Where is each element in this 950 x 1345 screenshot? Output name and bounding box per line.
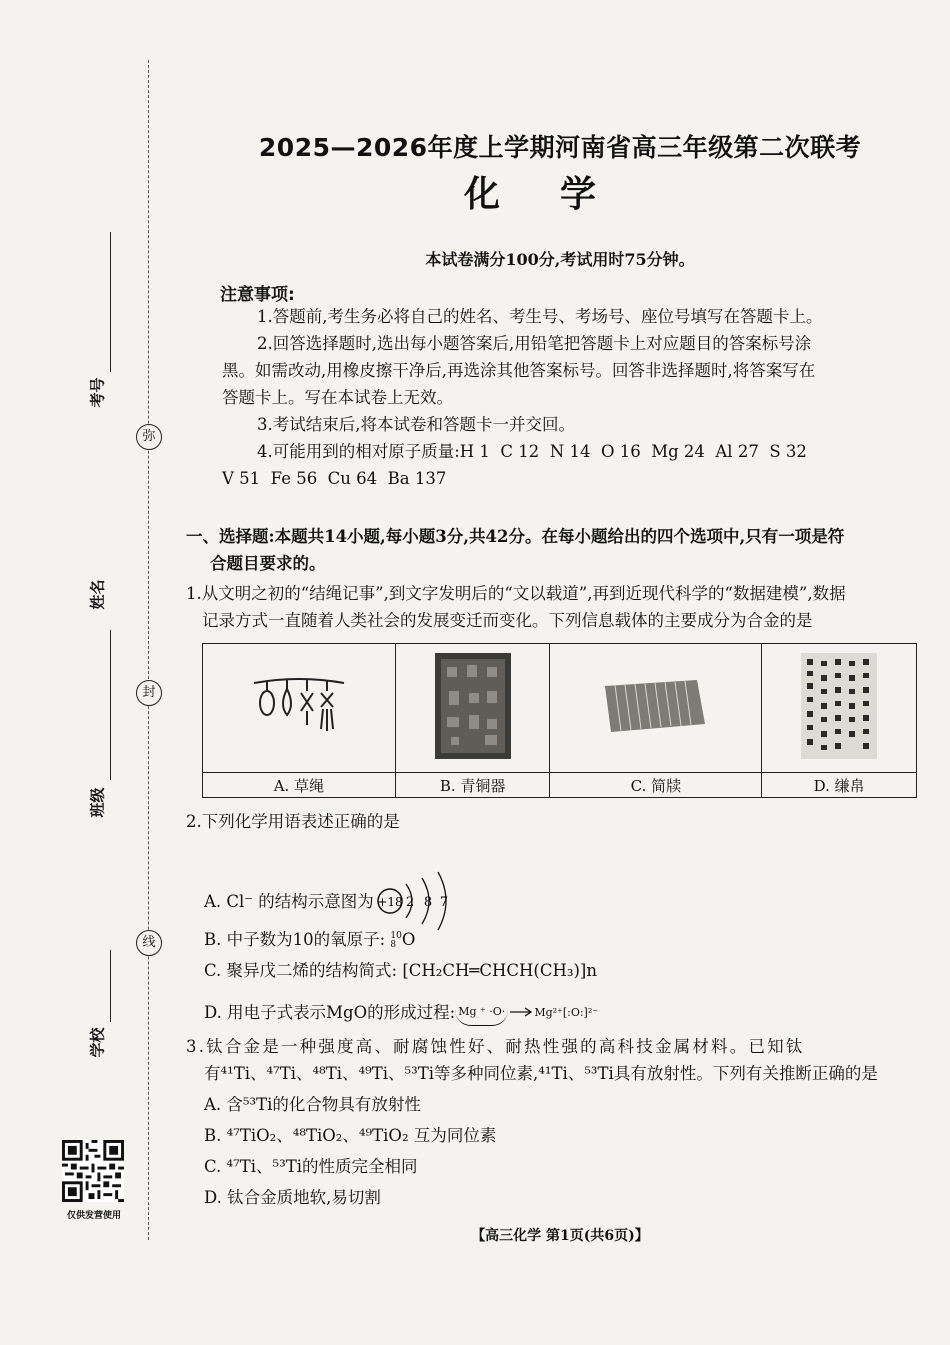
page-footer: 【高三化学 第1页(共6页)】 — [471, 1228, 649, 1244]
nucleus-charge: +18 — [377, 895, 403, 909]
seal-mark-xian: 线 — [136, 930, 162, 956]
q1-stem — [186, 580, 921, 634]
q2-option-d-text: D. 用电子式表示MgO的形成过程: — [204, 1002, 456, 1022]
name-field[interactable] — [82, 470, 122, 660]
school-label: 学校 — [88, 1027, 107, 1058]
oxygen-mass-number: 10 — [390, 930, 402, 941]
section-heading — [186, 523, 921, 577]
subject-title — [200, 166, 920, 217]
seal-mark-feng: 封 — [136, 680, 162, 706]
q1-option-c-image — [550, 644, 762, 773]
q1-option-b-image — [395, 644, 550, 773]
mgo-product: Mg²⁺[:O:]²⁻ — [534, 1005, 599, 1019]
notes-heading: 注意事项: — [220, 285, 295, 305]
knot-rope-image — [249, 671, 349, 741]
q1-option-a-image — [203, 644, 396, 773]
note-item-4-cont: V 51 Fe 56 Cu 64 Ba 137 — [222, 469, 447, 488]
reaction-arrow-icon — [508, 1006, 534, 1018]
q1-option-c: C. 简牍 — [550, 773, 762, 798]
exam-number-label: 考号 — [88, 377, 107, 408]
oxygen-isotope-indices — [390, 932, 401, 950]
oxygen-atomic-number: 8 — [390, 939, 397, 950]
note-item-2-end: 答题卡上。写在本试卷上无效。 — [222, 388, 453, 407]
class-label: 班级 — [88, 787, 107, 818]
q2-option-c — [204, 957, 597, 984]
shell-2-count: 8 — [423, 895, 432, 910]
subject-text: 化学 — [463, 174, 656, 215]
bronze-ware-image — [433, 651, 513, 761]
q3-option-d: D. 钛合金质地软,易切割 — [204, 1188, 381, 1207]
shell-3-count: 7 — [439, 895, 448, 910]
q3-stem — [186, 1033, 921, 1087]
seal-mark-mi: 弥 — [136, 424, 162, 450]
q1-option-a: A. 草绳 — [203, 773, 396, 798]
q2-option-d — [204, 998, 598, 1026]
seal-dashed-line — [148, 60, 149, 1240]
exam-number-line — [110, 232, 111, 372]
q2-option-a-text: A. Cl⁻ 的结构示意图为 — [204, 891, 374, 911]
q1-line-1: 1.从文明之初的“结绳记事”,到文字发明后的“文以载道”,再到近现代科学的“数据建模”,数据 — [186, 584, 846, 603]
section-line-1: 一、选择题:本题共14小题,每小题3分,共42分。在每小题给出的四个选项中,只有一项是符 — [186, 527, 845, 546]
q3-line-2: 有⁴¹Ti、⁴⁷Ti、⁴⁸Ti、⁴⁹Ti、⁵³Ti等多种同位素,⁴¹Ti、⁵³Ti具有放射性。下列有关推断正确的是 — [204, 1064, 878, 1083]
q2-option-b-text: B. 中子数为10的氧原子: — [204, 930, 386, 949]
q3-option-a: A. 含⁵³Ti的化合物具有放射性 — [204, 1095, 421, 1114]
section-line-2: 合题目要求的。 — [210, 554, 326, 573]
q2-option-c-text: C. 聚异戊二烯的结构简式: — [204, 961, 398, 980]
q2-stem: 2.下列化学用语表述正确的是 — [186, 812, 400, 831]
q3-option-c: C. ⁴⁷Ti、⁵³Ti的性质完全相同 — [204, 1157, 418, 1176]
bamboo-slips-image — [601, 676, 711, 736]
name-label: 姓名 — [88, 579, 107, 610]
note-item-2: 2.回答选择题时,选出每小题答案后,用铅笔把答题卡上对应题目的答案标号涂 — [257, 334, 812, 353]
oxygen-symbol: O — [401, 930, 416, 949]
exam-number-field[interactable] — [82, 232, 122, 422]
exam-title: 2025—2026年度上学期河南省高三年级第二次联考 — [258, 133, 862, 162]
silk-writing-image — [799, 651, 879, 761]
polyisoprene-formula: [CH₂CH═CHCH(CH₃)]n — [402, 961, 597, 980]
q1-option-d-image — [762, 644, 917, 773]
school-line — [110, 950, 111, 1022]
shell-1-count: 2 — [405, 895, 414, 910]
q2-option-b — [204, 926, 415, 953]
q3-option-b: B. ⁴⁷TiO₂、⁴⁸TiO₂、⁴⁹TiO₂ 互为同位素 — [204, 1126, 497, 1145]
exam-info: 本试卷满分100分,考试用时75分钟。 — [425, 250, 695, 269]
class-line — [110, 640, 111, 780]
q1-line-2: 记录方式一直随着人类社会的发展变迁而变化。下列信息载体的主要成分为合金的是 — [202, 611, 813, 630]
qr-code — [62, 1140, 124, 1202]
mgo-reactants: Mg ⁺ ·O· — [455, 998, 508, 1026]
q3-line-1: 3.钛合金是一种强度高、耐腐蚀性好、耐热性强的高科技金属材料。已知钛 — [186, 1037, 805, 1056]
class-field[interactable] — [82, 640, 122, 830]
q1-option-d: D. 缣帛 — [762, 773, 917, 798]
q1-option-b: B. 青铜器 — [395, 773, 550, 798]
note-item-3: 3.考试结束后,将本试卷和答题卡一并交回。 — [257, 415, 575, 434]
school-field[interactable] — [82, 900, 122, 1070]
note-item-2-cont: 黑。如需改动,用橡皮擦干净后,再选涂其他答案标号。回答非选择题时,将答案写在 — [222, 361, 816, 380]
q1-options-table — [202, 643, 917, 798]
note-item-4: 4.可能用到的相对原子质量:H 1 C 12 N 14 O 16 Mg 24 Al 27 S 32 — [257, 442, 807, 461]
note-item-1: 1.答题前,考生务必将自己的姓名、考生号、考场号、座位号填写在答题卡上。 — [257, 307, 823, 326]
qr-caption: 仅供发营使用 — [66, 1211, 121, 1221]
